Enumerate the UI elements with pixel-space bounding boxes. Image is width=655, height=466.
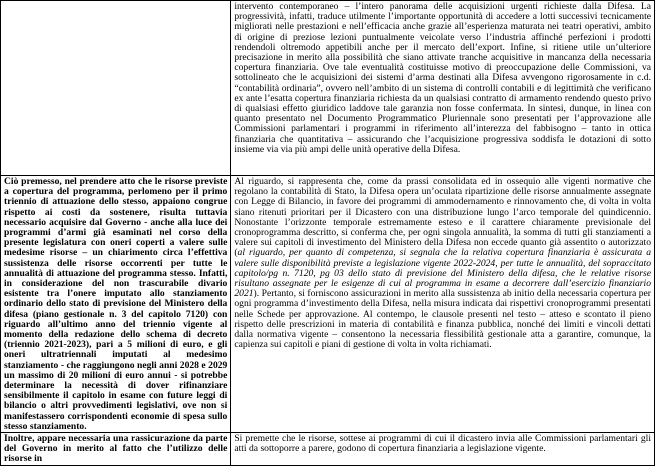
reply-segment: Al riguardo, si rappresenta che, come da prassi consolidata ed in ossequio alle vigenti normative che regolano la contabilità di Stato, la Difesa opera un’oculata ripartizione delle risorse annualmente assegnate con Legge di Bilancio, in favore dei programmi di ammodernamento e rinnovamento che, di volta in volta siano ritenuti prioritari per il Dicastero con una distribuzione lungo l’arco temporale del quindicennio. Nonostante l’orizzonte temporale estremamente esteso e il carattere chiaramente previsionale del cronoprogramma descritto, si conferma che, per ogni singola annualità, la somma di tutti gli stanziamenti a valere sui capitoli di investimento del Ministero della Difesa non eccede quanto già assentito o autorizzato (	[234, 176, 651, 259]
reply-text	[234, 434, 651, 454]
left-cell	[1, 176, 231, 433]
right-cell	[231, 176, 655, 433]
right-cell	[231, 433, 655, 466]
reply-segment: intervento contemporaneo – l’intero panorama delle acquisizioni urgenti richieste dalla Difesa. La progressività, infatti, traduce utilmente l’importante opportunità di accedere a lotti successivi tecnicamente migliorati nelle prestazioni e nell’efficacia anche grazie all’esperienza maturata nei teatri operativi, ambito di origine di preziose lezioni puntualmente veicolate verso l’industria affinché perfezioni i prodotti rendendoli oltremodo appetibili anche per il mercato dell’export. Infine, si ritiene utile un’ulteriore precisazione in merito alla possibilità che siano attivate tranche acquisitive in mancanza della necessaria copertura finanziaria. Ove tale eventualità costituisse motivo di preoccupazione delle Commissioni, va sottolineato che le acquisizioni dei sistemi d’arma destinati alla Difesa avvengono rigorosamente in c.d. “contabilità ordinaria”, ovvero nell’ambito di un sistema di controlli contabili e di legittimità che verificano ex ante l’esatta copertura finanziaria richiesta da un qualsiasi contratto di armamento rendendo questo privo di qualsiasi effetto giuridico laddove tale garanzia non fosse confermata. In sintesi, dunque, in linea con quanto presentato nel Documento Programmatico Pluriennale sono presentati per l’approvazione alle Commissioni parlamentari i programmi in riferimento all’interezza del fabbisogno – tanto in ottica finanziaria che quantitativa – assicurando che l’acquisizione progressiva soddisfa le dotazioni di sotto insieme via via più ampi delle unità operative della Difesa.	[234, 1, 651, 155]
right-cell	[231, 1, 655, 176]
observation-text: Inoltre, appare necessaria una rassicurazione da parte del Governo in merito al fatto che l’utilizzo delle risorse in	[4, 433, 228, 465]
reply-segment: Si premette che le risorse, sottese ai programmi di cui il dicastero invia alle Commissioni parlamentari gli atti da sottoporre a parere, godono di copertura finanziaria a legislazione vigente.	[234, 433, 651, 455]
reply-segment: ). Pertanto, si forniscono assicurazioni in merito alla sussistenza ab initio della necessaria copertura per ogni programma d’investimento della Difesa, nella misura indicata dai rispettivi cronoprogrammi presentati nelle Schede per approvazione. Al contempo, le clausole presenti nel testo – atteso e scontato il pieno rispetto delle prescrizioni in materia di contabilità e finanza pubblica, nonché dei limiti e vincoli dettati dalla normativa vigente – consentono la necessaria flessibilità gestionale atta a garantire, comunque, la capienza sui capitoli e piani di gestione di volta in volta richiamati.	[234, 288, 651, 351]
table-row	[1, 176, 655, 433]
reply-text	[234, 2, 651, 155]
reply-segment-italic: al riguardo, per quanto di competenza, si segnala che la relativa copertura finanziaria è assicurata a valere sulle disponibilità previste a legislazione vigente 2022-2024, per tutte le annualità, del sopraccitato capitolo/pg n. 7120, pg 03 dello stato di previsione del Ministero della difesa, che le relative risorse risultano assegnate per le esigenze di cui al programma in esame a decorrere dall’esercizio finanziario 2021	[234, 247, 651, 300]
left-cell	[1, 433, 231, 466]
table-row	[1, 1, 655, 176]
left-cell	[1, 1, 231, 176]
reply-text	[234, 177, 651, 350]
observation-text: Ciò premesso, nel prendere atto che le risorse previste a copertura del programma, perlomeno per il primo triennio di attuazione dello stesso, appaiono congrue rispetto ai costi da sostenere, risulta tuttavia necessario acquisire dal Governo - anche alla luce dei programmi d’armi già esaminati nel corso della presente legislatura con oneri coperti a valere sulle medesime risorse – un chiarimento circa l’effettiva sussistenza delle risorse occorrenti per tutte le annualità di attuazione del programma stesso. Infatti, in considerazione del non trascurabile divario esistente tra l’onere imputato allo stanziamento ordinario dello stato di previsione del Ministero della difesa (piano gestionale n. 3 del capitolo 7120) con riguardo all’ultimo anno del triennio vigente al momento della redazione dello schema di decreto (triennio 2021-2023), pari a 5 milioni di euro, e gli oneri ultratriennali imputati al medesimo stanziamento - che raggiungono negli anni 2028 e 2029 un massimo di 20 milioni di euro annui - si potrebbe determinare la necessità di dover rifinanziare sensibilmente il capitolo in esame con future leggi di bilancio o altri provvedimenti legislativi, ove non si manifestassero corrispondenti economie di spesa sullo stesso stanziamento.	[4, 176, 228, 432]
table-row	[1, 433, 655, 466]
